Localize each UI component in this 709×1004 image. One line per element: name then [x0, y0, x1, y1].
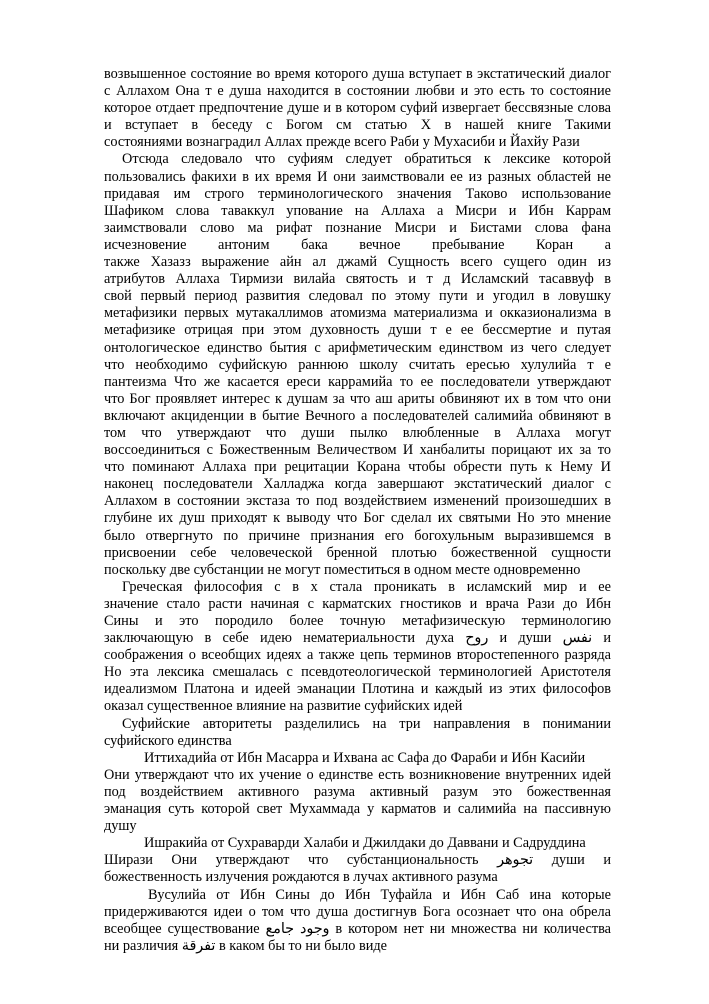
document-page: [104, 66, 611, 955]
text-line: свой первый период развития следовал по этому пути и угодил в ловушку: [104, 288, 611, 305]
text-line: значение стало расти начиная с карматских гностиков и врача Рази до Ибн: [104, 595, 611, 612]
text-line: метафизике отрицая при этом духовность души т е ее бессмертие и путая: [104, 322, 611, 339]
text-line: состояниями вознаградил Аллах прежде всего Раби у Мухасиби и Йахйу Рази: [104, 134, 580, 151]
text-line: поскольку две субстанции не могут поместиться в одном месте одновременно: [104, 561, 581, 578]
text-line: под воздействием активного разума активный разум это божественная: [104, 783, 611, 800]
text-line: было отвергнуто по причине признания его богохульным выразившемся в: [104, 527, 611, 544]
text-line: глубине их душ приходят к выводу что Бог сделал их святыми Но это мнение: [104, 510, 611, 527]
text-line: душу: [104, 818, 137, 835]
text-line: наконец последователи Халладжа когда завершают экстатический диалог с: [104, 476, 611, 493]
text-line: идеализмом Платона и идеей эманации Плотина и каждый из этих философов: [104, 681, 611, 698]
text-line: Шафиком слова таваккул упование на Аллаха а Мисри и Ибн Каррам: [104, 202, 611, 219]
text-line: атрибутов Аллаха Тирмизи вилайа святость и т д Исламский тасаввуф в: [104, 271, 611, 288]
text-line: что Бог проявляет интерес к душам за что аш ариты обвиняют их в том что они: [104, 390, 611, 407]
text-line: Ишракийа от Сухраварди Халаби и Джилдаки до Даввани и Садруддина: [144, 835, 586, 852]
text-line: что поминают Аллаха при рецитации Корана чтобы обрести путь к Нему И: [104, 459, 611, 476]
text-line: исчезновение антоним бака вечное пребывание Коран а: [104, 236, 611, 253]
text-line: соображения о всеобщих идеях а также цепь терминов второстепенного разряда: [104, 647, 611, 664]
text-line: пользовались факихи в их время И они заимствовали ее из разных областей не: [104, 168, 611, 185]
text-line: суфийского единства: [104, 732, 232, 749]
text-line: с Аллахом Она т е душа находится в состоянии любви и это есть то состояние: [104, 83, 611, 100]
text-line: заимствовали слово ма рифат познание Мисри и Бистами слова фана: [104, 219, 611, 236]
text-line: том что утверждают что души пылко влюбленные в Аллаха могут: [104, 424, 611, 441]
text-line: Отсюда следовало что суфиям следует обратиться к лексике которой: [122, 151, 611, 168]
text-line: включают акциденции в бытие Вечного а последователей салимийа обвиняют в: [104, 407, 611, 424]
text-line: пантеизма Что же касается ереси каррамийа то ее последователи утверждают: [104, 373, 611, 390]
text-line: Вусулийа от Ибн Сины до Ибн Туфайла и Ибн Саб ина которые: [148, 886, 611, 903]
text-line: Греческая философия с в х стала проникать в исламский мир и ее: [122, 578, 611, 595]
text-line: и вступает в беседу с Богом см статью Х в нашей книге Такими: [104, 117, 611, 134]
text-line: Суфийские авторитеты разделились на три направления в понимании: [122, 715, 611, 732]
text-line: онтологическое единство бытия с арифметическим единством из чего следует: [104, 339, 611, 356]
text-line: Но эта лексика смешалась с псевдотеологической терминологией Аристотеля: [104, 664, 611, 681]
text-line: божественность излучения рождаются в лучах активного разума: [104, 869, 498, 886]
text-line: Они утверждают что их учение о единстве есть возникновение внутренних идей: [104, 766, 611, 783]
text-line: оказал существенное влияние на развитие суфийских идей: [104, 698, 463, 715]
text-line: Аллахом в состоянии экстаза то под воздействием изменений произошедших в: [104, 493, 611, 510]
text-line: воссоединиться с Божественным Величеством И ханбалиты порицают их за то: [104, 442, 611, 459]
text-line: что необходимо суфийскую раннюю школу считать ересью хулулийа т е: [104, 356, 611, 373]
text-line: придерживаются идеи о том что душа достигнув Бога осознает что она обрела: [104, 903, 611, 920]
text-line: ни различия تفرقة в каком бы то ни было виде: [104, 937, 387, 954]
text-line: Иттихадийа от Ибн Масарра и Ихвана ас Сафа до Фараби и Ибн Касийи: [144, 749, 586, 766]
text-line: метафизики первых мутакаллимов атомизма материализма и окказионализма в: [104, 305, 611, 322]
text-line: присвоении себе человеческой бренной плотью божественной сущности: [104, 544, 611, 561]
text-line: Сины и это породило более точную метафизическую терминологию: [104, 613, 611, 629]
text-line: возвышенное состояние во время которого душа вступает в экстатический диалог: [104, 66, 611, 82]
text-line: заключающую в себе идею нематериальности духа روح и души نفس и: [104, 630, 611, 647]
text-line: всеобщее существование وجود جامع в котором нет ни множества ни количества: [104, 920, 611, 937]
text-line: также Хазазз выражение айн ал джамй Сущность всего сущего один из: [104, 254, 611, 271]
text-line: придавая им строго терминологического значения Таково использование: [104, 185, 611, 202]
text-line: эманация суть которой свет Мухаммада у карматов и салимийа на пассивную: [104, 801, 611, 818]
text-line: Ширази Они утверждают что субстанциональность تجوهر души и: [104, 852, 611, 869]
text-line: которое отдает предпочтение душе и в котором суфий извергает бессвязные слова: [104, 100, 611, 117]
